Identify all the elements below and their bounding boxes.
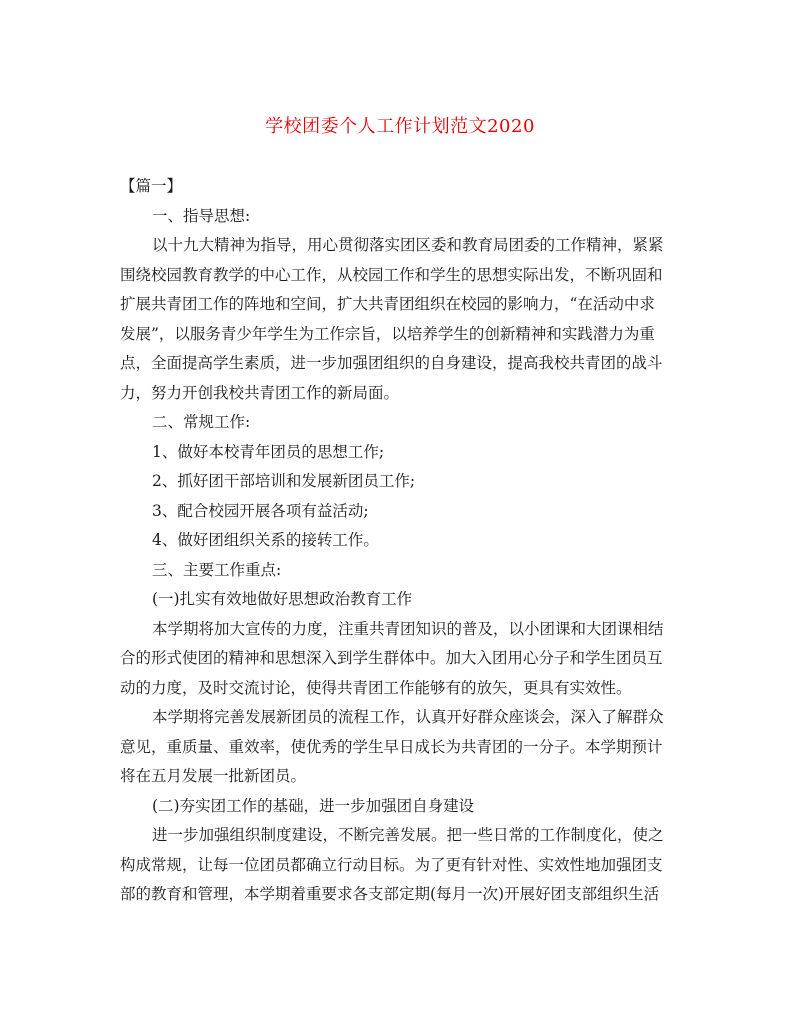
list-item: 1、做好本校青年团员的思想工作; — [152, 442, 385, 461]
paragraph-line: 力，努力开创我校共青团工作的新局面。 — [120, 383, 400, 402]
list-item: 3、配合校园开展各项有益活动; — [152, 501, 369, 520]
paragraph-line: 将在五月发展一批新团员。 — [120, 767, 307, 785]
paragraph-line: 合的形式使团的精神和思想深入到学生群体中。加大入团用心分子和学生团员互 — [120, 649, 663, 667]
paragraph-line: 部的教育和管理，本学期着重要求各支部定期(每月一次)开展好团支部组织生活 — [120, 885, 660, 903]
paragraph-line: 点，全面提高学生素质，进一步加强团组织的自身建设，提高我校共青团的战斗 — [120, 354, 663, 372]
paragraph-line: 本学期将完善发展新团员的流程工作，认真开好群众座谈会，深入了解群众 — [152, 708, 664, 726]
heading-key-work: 三、主要工作重点: — [152, 560, 282, 579]
paragraph-line: 发展”，以服务青少年学生为工作宗旨，以培养学生的创新精神和实践潜力为重 — [120, 324, 655, 343]
paragraph-line: 动的力度，及时交流讨论，使得共青团工作能够有的放矢，更具有实效性。 — [120, 678, 632, 697]
paragraph-line: 构成常规，让每一位团员都确立行动目标。为了更有针对性、实效性地加强团支 — [120, 855, 663, 874]
paragraph-line: 进一步加强组织制度建设，不断完善发展。把一些日常的工作制度化，使之 — [152, 826, 664, 844]
paragraph-line: 意见，重质量、重效率，使优秀的学生早日成长为共青团的一分子。本学期预计 — [120, 737, 663, 756]
section-label: 【篇一】 — [120, 177, 183, 195]
list-item: 4、做好团组织关系的接转工作。 — [152, 531, 379, 549]
paragraph-line: 本学期将加大宣传的力度，注重共青团知识的普及，以小团课和大团课相结 — [152, 619, 664, 638]
subheading-organization-building: (二)夯实团工作的基础，进一步加强团自身建设 — [152, 796, 475, 815]
heading-guiding-thought: 一、指导思想: — [152, 206, 251, 225]
paragraph-line: 以十九大精神为指导，用心贯彻落实团区委和教育局团委的工作精神，紧紧 — [152, 236, 664, 254]
paragraph-line: 围绕校园教育教学的中心工作，从校园工作和学生的思想实际出发，不断巩固和 — [120, 265, 663, 284]
paragraph-line: 扩展共青团工作的阵地和空间，扩大共青团组织在校园的影响力，“在活动中求 — [120, 295, 655, 313]
heading-routine-work: 二、常规工作: — [152, 413, 251, 431]
document-title: 学校团委个人工作计划范文2020 — [265, 116, 535, 137]
subheading-ideological-education: (一)扎实有效地做好思想政治教育工作 — [152, 590, 413, 608]
list-item: 2、抓好团干部培训和发展新团员工作; — [152, 472, 416, 490]
document-body — [120, 172, 668, 910]
